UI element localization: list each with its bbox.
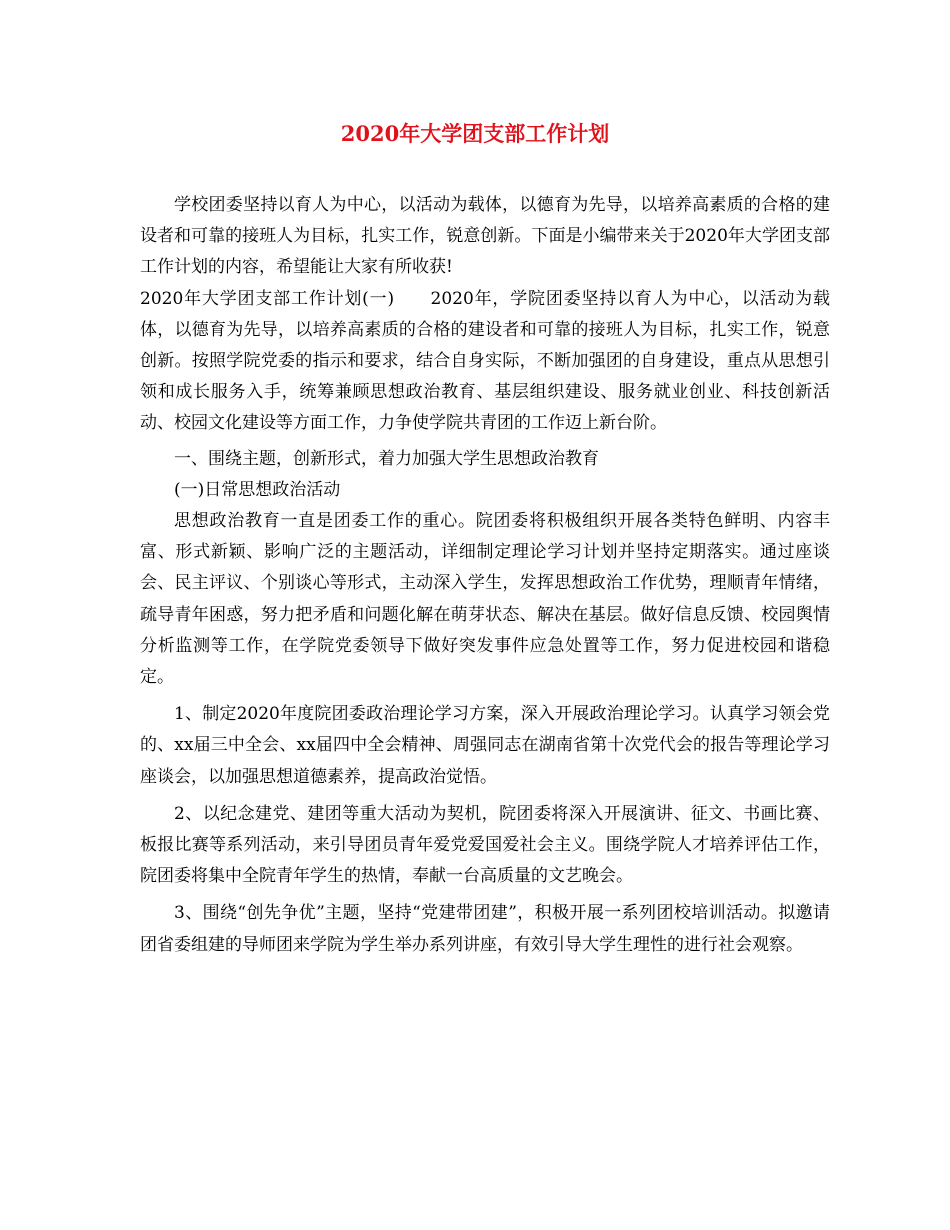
document-title: 2020年大学团支部工作计划 [340, 121, 610, 146]
section-heading-one: 一、围绕主题，创新形式，着力加强大学生思想政治教育 [174, 448, 599, 469]
document-body [140, 190, 830, 961]
ideology-paragraph: 思想政治教育一直是团委工作的重心。院团委将积极组织开展各类特色鲜明、内容丰富、形式新颖、影响广泛的主题活动，详细制定理论学习计划并坚持定期落实。通过座谈会、民主评议、个别谈心等形式，主动深入学生，发挥思想政治工作优势，理顺青年情绪，疏导青年困惑，努力把矛盾和问题化解在萌芽状态、解决在基层。做好信息反馈、校园舆情分析监测等工作，在学院党委领导下做好突发事件应急处置等工作，努力促进校园和谐稳定。 [140, 511, 830, 688]
list-item-1: 1、制定2020年度院团委政治理论学习方案，深入开展政治理论学习。认真学习领会党的、xx届三中全会、xx届四中全会精神、周强同志在湖南省第十次党代会的报告等理论学习座谈会，以加强思想道德素养，提高政治觉悟。 [140, 704, 830, 787]
plan-one-paragraph: 2020年大学团支部工作计划(一) 2020年，学院团委坚持以育人为中心，以活动为载体，以德育为先导，以培养高素质的合格的建设者和可靠的接班人为目标，扎实工作，锐意创新。按照学院党委的指示和要求，结合自身实际，不断加强团的自身建设，重点从思想引领和成长服务入手，统筹兼顾思想政治教育、基层组织建设、服务就业创业、科技创新活动、校园文化建设等方面工作，力争使学院共青团的工作迈上新台阶。 [140, 288, 830, 434]
subsection-heading-one: (一)日常思想政治活动 [174, 479, 341, 500]
list-item-3: 3、围绕“创先争优”主题，坚持“党建带团建”，积极开展一系列团校培训活动。拟邀请团省委组建的导师团来学院为学生举办系列讲座，有效引导大学生理性的进行社会观察。 [140, 903, 830, 955]
intro-paragraph: 学校团委坚持以育人为中心，以活动为载体，以德育为先导，以培养高素质的合格的建设者和可靠的接班人为目标，扎实工作，锐意创新。下面是小编带来关于2020年大学团支部工作计划的内容，希望能让大家有所收获! [140, 195, 830, 278]
list-item-2: 2、以纪念建党、建团等重大活动为契机，院团委将深入开展演讲、征文、书画比赛、板报比赛等系列活动，来引导团员青年爱党爱国爱社会主义。围绕学院人才培养评估工作，院团委将集中全院青年学生的热情，奉献一台高质量的文艺晚会。 [140, 803, 830, 887]
